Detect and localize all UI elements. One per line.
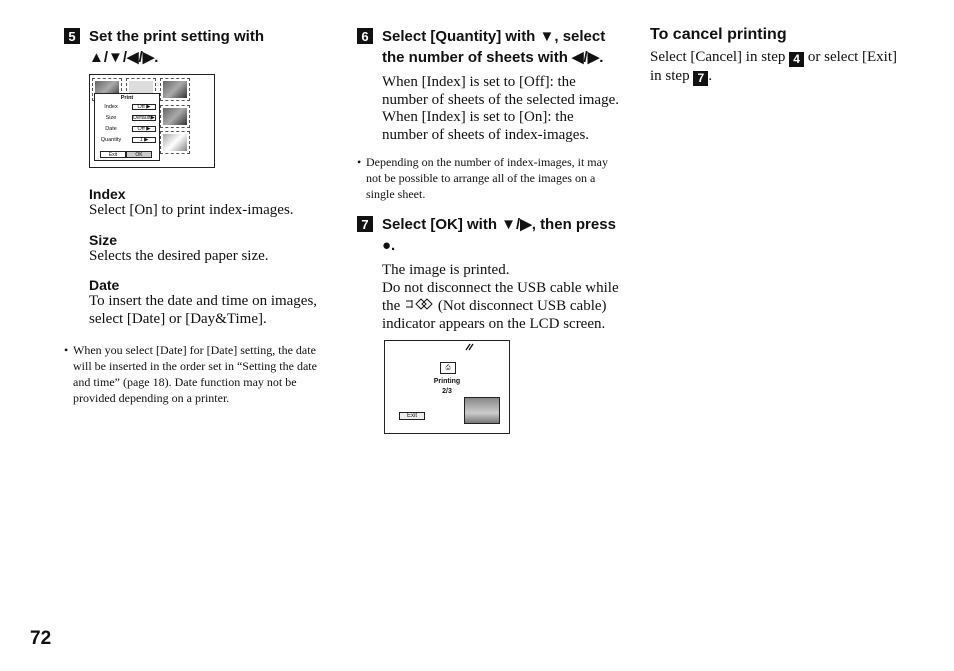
usb-disconnect-warning-icon (404, 297, 434, 311)
step-7-number: 7 (357, 216, 373, 232)
date-heading: Date (89, 277, 120, 293)
print-menu-title: Print (120, 95, 134, 101)
bullet: • (357, 155, 362, 169)
step-5-title: Set the print setting with (89, 28, 264, 45)
date-description: To insert the date and time on images, select [Date] or [Day&Time]. (89, 293, 318, 327)
step-6-heading (357, 26, 619, 68)
step-6-number: 6 (357, 28, 373, 44)
cancel-column (650, 26, 912, 86)
index-images-note: • Depending on the number of index-images, it may not be possible to arrange all of the images on a single sheet. (357, 155, 608, 201)
menu-row-quantity: Quantity 1 ▶ (98, 137, 156, 144)
printing-screen-illustration (384, 340, 510, 434)
usb-warning-text-end: (Not disconnect USB cable) indicator appears on the LCD screen. (382, 298, 607, 332)
step-5-arrows: ▲/▼/◀/▶. (89, 49, 159, 66)
bullet: • (64, 343, 69, 357)
page-number: 72 (30, 628, 52, 649)
image-preview (464, 397, 500, 424)
thumbnail (160, 78, 190, 101)
step-6-title: Select [Quantity] with ▼, select the number of sheets with ◀/▶. (382, 28, 606, 66)
step-7-heading (357, 214, 619, 256)
step-6-body (382, 74, 619, 144)
index-on-explanation: When [Index] is set to [On]: the number of sheets of index-images. (382, 109, 590, 143)
printed-text: The image is printed. (382, 262, 510, 278)
step-5-heading (64, 26, 326, 68)
exit-button-illustration: Exit (399, 412, 425, 420)
index-description: Select [On] to print index-images. (89, 202, 294, 218)
step-7-title: Select [OK] with ▼/▶, then press ●. (382, 216, 616, 254)
step-7-body (382, 262, 619, 333)
thumbnail (160, 131, 190, 154)
thumbnail (160, 105, 190, 128)
step-7-ref: 7 (693, 71, 708, 86)
index-off-explanation: When [Index] is set to [Off]: the number of sheets of the selected image. (382, 74, 619, 108)
print-menu-panel (94, 93, 160, 161)
setting-descriptions (89, 186, 326, 328)
usb-warning-text: Do not disconnect the USB cable while the (382, 279, 619, 314)
date-note: • When you select [Date] for [Date] setting, the date will be inserted in the order set in “Setting the date and time” (page 18). Date function may not be provided depending on a printer. (64, 343, 317, 405)
step-5-column (64, 26, 326, 406)
step-4-ref: 4 (789, 52, 804, 67)
print-count: 2/3 (442, 388, 452, 395)
menu-row-index: Index Off ▶ (98, 104, 156, 111)
size-description: Selects the desired paper size. (89, 247, 269, 264)
cancel-heading: To cancel printing (650, 26, 787, 43)
printer-icon: ⎙ (440, 362, 456, 374)
step-5-number: 5 (64, 28, 80, 44)
cancel-instructions: Select [Cancel] in step 4 or select [Exit] in step 7 . (650, 49, 898, 85)
menu-row-date: Date Off ▶ (98, 126, 156, 133)
step-6-7-column (357, 26, 619, 434)
exit-button-illustration: Exit (100, 151, 126, 158)
menu-row-size: Size Default▶ (105, 115, 155, 121)
ok-button-illustration: OK (126, 151, 152, 158)
usb-indicator-icon (465, 342, 475, 352)
size-heading: Size (89, 231, 118, 248)
index-heading: Index (89, 186, 126, 202)
printing-label: Printing (433, 378, 461, 385)
print-settings-screen-illustration (89, 74, 215, 168)
